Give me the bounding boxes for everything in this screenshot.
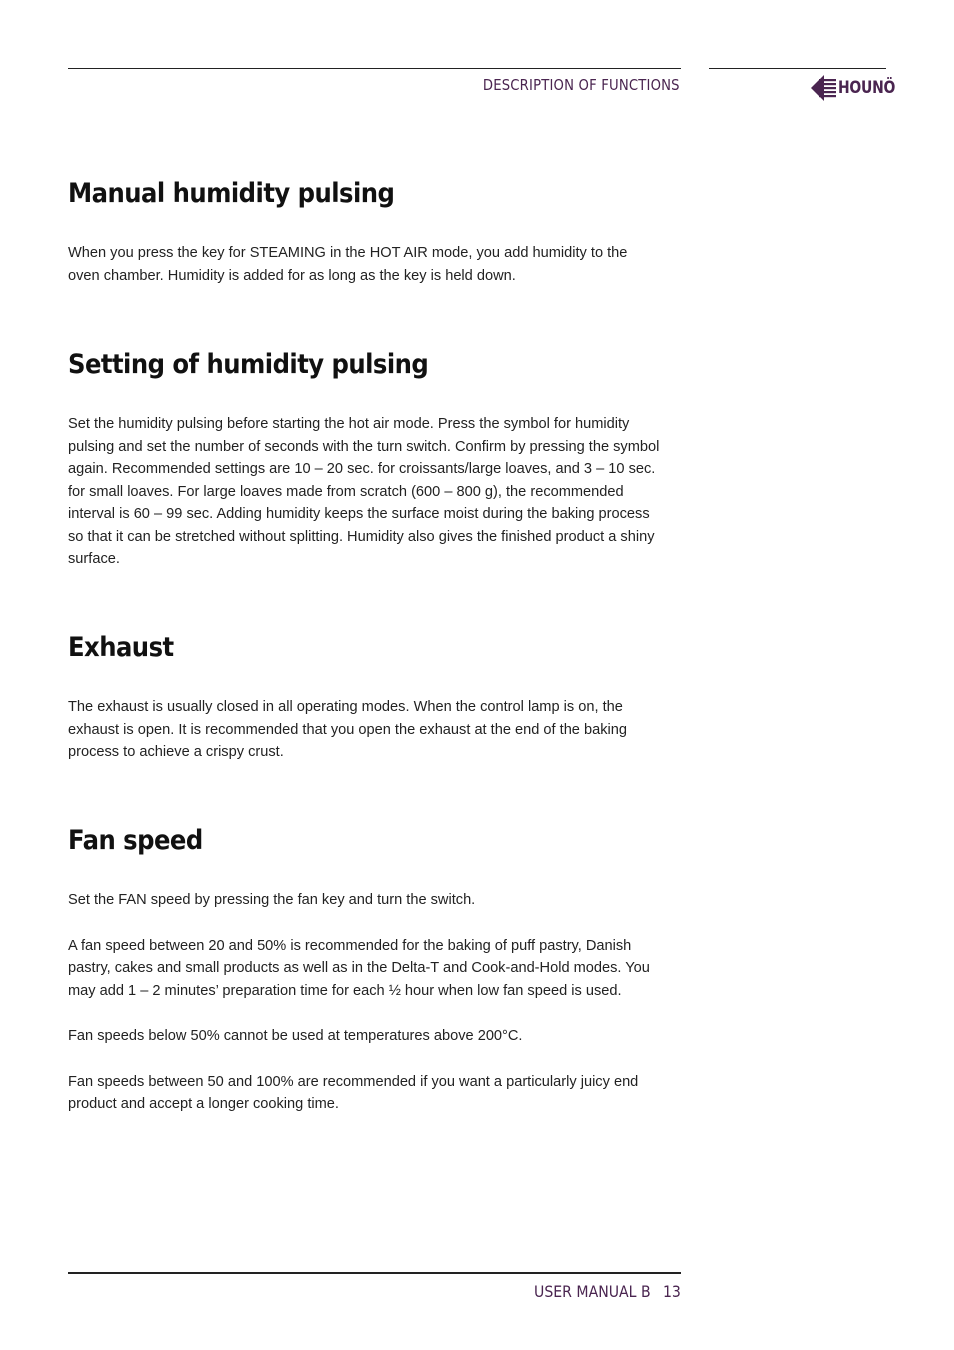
section-heading: Exhaust xyxy=(68,632,174,663)
footer-manual-label: USER MANUAL B xyxy=(534,1282,651,1301)
section-paragraph: When you press the key for STEAMING in the HOT AIR mode, you add humidity to the oven chamber. Humidity is added for as long as the key is held down. xyxy=(68,245,628,284)
header-rule-right xyxy=(709,68,886,69)
section-paragraph: Set the humidity pulsing before starting the hot air mode. Press the symbol for humidity pulsing and set the number of seconds with the turn switch. Confirm by pressing the symbol again. Recommended settings are 10 – 20 sec. for croissants/large loaves, and 3 – 10 sec. for small loaves. For large loaves made from scratch (600 – 800 g), the recommended interval is 60 – 99 sec. Adding humidity keeps the surface moist during the baking process so that it can be stretched without splitting. Humidity also gives the finished product a shiny surface. xyxy=(68,416,660,567)
houno-logo-icon xyxy=(811,74,837,102)
section-fan-speed xyxy=(68,825,668,1116)
page-footer xyxy=(534,1282,681,1301)
section-heading: Manual humidity pulsing xyxy=(68,178,395,209)
section-paragraph: Fan speeds between 50 and 100% are recommended if you want a particularly juicy end product and accept a longer cooking time. xyxy=(68,1073,639,1112)
header-rule-left xyxy=(68,68,681,69)
section-manual-humidity-pulsing xyxy=(68,178,668,287)
section-paragraph: Set the FAN speed by pressing the fan key and turn the switch. xyxy=(68,892,476,908)
section-setting-humidity-pulsing xyxy=(68,349,668,571)
section-paragraph: The exhaust is usually closed in all operating modes. When the control lamp is on, the exhaust is open. It is recommended that you open the exhaust at the end of the baking process to achieve a crispy crust. xyxy=(68,699,627,760)
section-exhaust xyxy=(68,632,668,764)
page-number: 13 xyxy=(663,1282,681,1301)
section-heading: Fan speed xyxy=(68,825,203,856)
logo-wordmark: HOUNÖ xyxy=(838,78,896,98)
section-paragraph: A fan speed between 20 and 50% is recommended for the baking of puff pastry, Danish pastry, cakes and small products as well as in the Delta-T and Cook-and-Hold modes. You may add 1 – 2 minutes’ preparation time for each ½ hour when low fan speed is used. xyxy=(68,937,650,999)
footer-rule xyxy=(68,1272,681,1274)
section-heading: Setting of humidity pulsing xyxy=(68,349,429,380)
section-paragraph: Fan speeds below 50% cannot be used at temperatures above 200°C. xyxy=(68,1028,523,1044)
header-section-title: DESCRIPTION OF FUNCTIONS xyxy=(483,76,680,94)
houno-logo xyxy=(811,74,908,102)
